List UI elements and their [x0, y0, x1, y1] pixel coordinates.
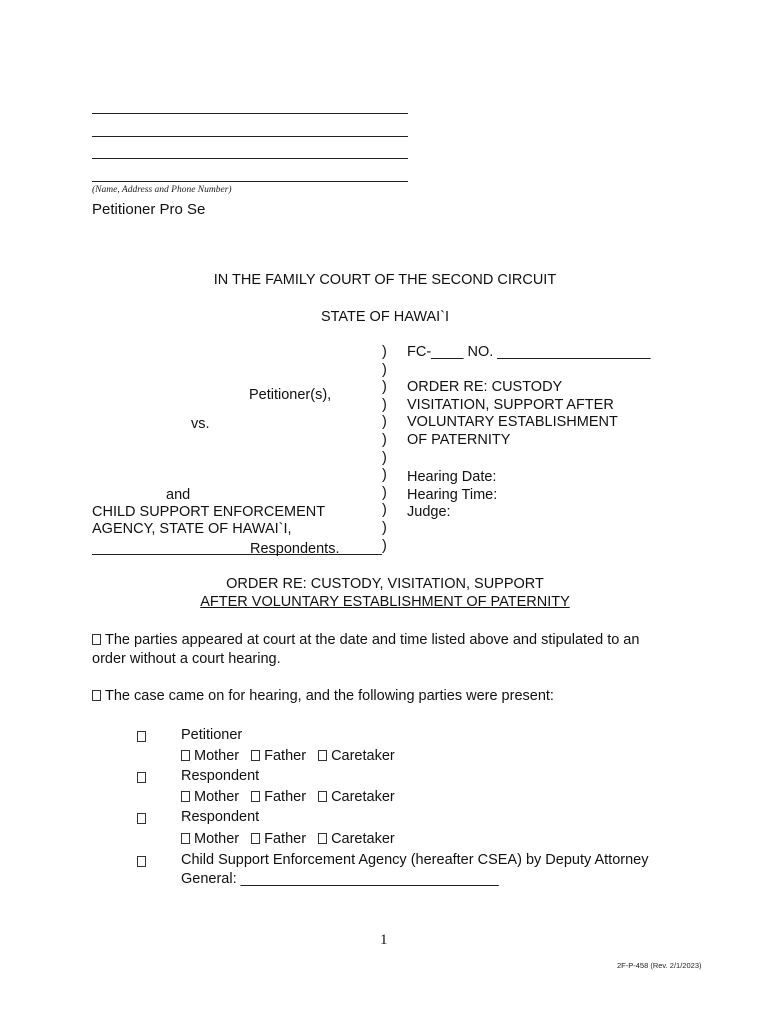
party-1-checkbox[interactable] — [137, 729, 150, 745]
vs-label: vs. — [191, 416, 210, 432]
case-no-blank-1[interactable]: ____ — [431, 344, 464, 360]
party-2-caretaker-checkbox[interactable] — [318, 791, 327, 802]
case-no-blank-2[interactable]: ___________________ — [497, 344, 651, 360]
petitioner-pro-se-label: Petitioner Pro Se — [92, 201, 206, 218]
caretaker-label: Caretaker — [331, 831, 395, 847]
stipulated-text-line-1: The parties appeared at court at the date and time listed above and stipulated to an — [105, 632, 640, 648]
party-1-options — [181, 748, 407, 764]
father-label: Father — [264, 789, 307, 805]
agency-name-line-1: CHILD SUPPORT ENFORCEMENT — [92, 504, 326, 520]
party-3-caretaker-checkbox[interactable] — [318, 833, 327, 844]
hearing-info-block — [407, 469, 497, 522]
case-no-prefix: FC- — [407, 344, 432, 360]
caption-paren-column: ) ) ) ) ) ) ) ) ) ) ) ) — [382, 344, 387, 554]
order-title-line-3: VOLUNTARY ESTABLISHMENT — [407, 414, 618, 431]
caretaker-label: Caretaker — [331, 748, 395, 764]
party-1-caretaker-checkbox[interactable] — [318, 750, 327, 761]
case-number — [407, 344, 651, 362]
party-2-label: Respondent — [181, 768, 260, 784]
respondents-line — [92, 538, 382, 555]
father-label: Father — [264, 748, 307, 764]
party-3-label: Respondent — [181, 809, 260, 825]
case-no-label: NO. — [463, 344, 498, 360]
agency-name-line-2: AGENCY, STATE OF HAWAI`I, — [92, 521, 292, 537]
name-address-caption: (Name, Address and Phone Number) — [92, 185, 232, 195]
order-title-line-2: VISITATION, SUPPORT AFTER — [407, 396, 614, 413]
mother-label: Mother — [194, 789, 240, 805]
party-1-father-checkbox[interactable] — [251, 750, 260, 761]
hearing-time-label[interactable]: Hearing Time: — [407, 486, 498, 503]
hearing-text: The case came on for hearing, and the following parties were present: — [105, 688, 554, 704]
form-id: 2F-P-458 (Rev. 2/1/2023) — [617, 961, 702, 970]
caretaker-label: Caretaker — [331, 789, 395, 805]
name-address-line-3[interactable] — [92, 158, 408, 159]
csea-line-2 — [181, 871, 499, 887]
party-3-options — [181, 831, 407, 847]
order-title-line-4: OF PATERNITY — [407, 431, 511, 448]
and-label: and — [166, 487, 191, 503]
csea-general-label: General: — [181, 871, 241, 887]
party-1-mother-checkbox[interactable] — [181, 750, 190, 761]
stipulated-text-line-2: order without a court hearing. — [92, 651, 281, 667]
order-heading-line-1: ORDER RE: CUSTODY, VISITATION, SUPPORT — [226, 576, 544, 592]
stipulated-checkbox[interactable] — [92, 634, 101, 645]
page-number: 1 — [380, 932, 388, 948]
father-label: Father — [264, 831, 307, 847]
csea-general-blank[interactable]: ________________________________ — [240, 871, 499, 887]
party-3-father-checkbox[interactable] — [251, 833, 260, 844]
party-1-label: Petitioner — [181, 727, 243, 743]
petitioners-label: Petitioner(s), — [249, 387, 332, 403]
name-address-line-1[interactable] — [92, 113, 408, 114]
name-address-line-4[interactable] — [92, 181, 408, 182]
party-2-checkbox[interactable] — [137, 770, 150, 786]
respondents-label: Respondents. — [250, 541, 340, 557]
csea-checkbox[interactable] — [137, 854, 150, 870]
name-address-line-2[interactable] — [92, 136, 408, 137]
party-2-father-checkbox[interactable] — [251, 791, 260, 802]
stipulated-paragraph — [92, 631, 639, 669]
party-3-mother-checkbox[interactable] — [181, 833, 190, 844]
court-title: IN THE FAMILY COURT OF THE SECOND CIRCUIT — [213, 272, 557, 288]
judge-label[interactable]: Judge: — [407, 504, 451, 521]
order-heading-line-2: AFTER VOLUNTARY ESTABLISHMENT OF PATERNITY — [200, 594, 570, 610]
hearing-paragraph — [92, 688, 554, 704]
court-state: STATE OF HAWAI`I — [320, 309, 450, 325]
mother-label: Mother — [194, 748, 240, 764]
order-title-block — [407, 379, 618, 449]
party-2-mother-checkbox[interactable] — [181, 791, 190, 802]
party-3-checkbox[interactable] — [137, 811, 150, 827]
party-2-options — [181, 789, 407, 805]
hearing-checkbox[interactable] — [92, 690, 101, 701]
hearing-date-label[interactable]: Hearing Date: — [407, 469, 497, 485]
csea-line-1: Child Support Enforcement Agency (hereafter CSEA) by Deputy Attorney — [181, 852, 649, 868]
mother-label: Mother — [194, 831, 240, 847]
order-title-line-1: ORDER RE: CUSTODY — [407, 379, 563, 395]
